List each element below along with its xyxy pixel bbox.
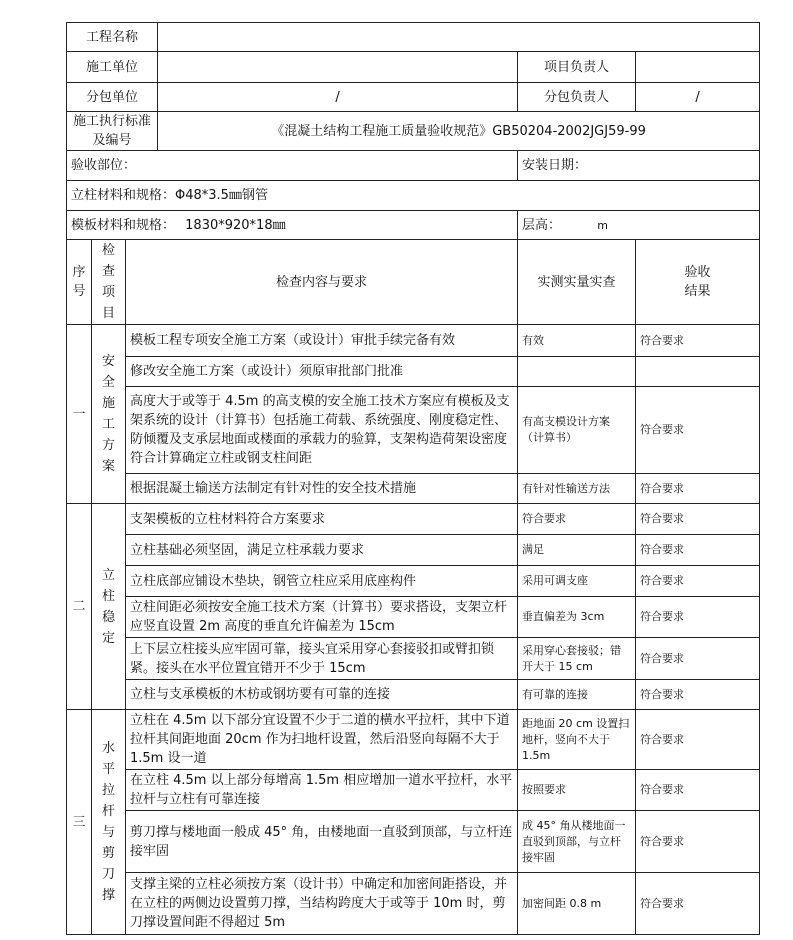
check-result[interactable]: 符合要求 [636,873,760,935]
section-name-char: 杆 [101,804,115,819]
section-name [92,710,126,935]
actual-check[interactable]: 有高支模设计方案（计算书） [518,387,636,474]
construction-unit-label: 施工单位 [67,52,158,83]
construction-unit-value[interactable] [158,52,518,83]
table-row [67,811,760,873]
section-name-char: 工 [101,417,115,432]
section-name-char: 刀 [101,867,115,882]
item-header-char: 检 [101,243,115,258]
actual-check[interactable]: 加密间距 0.8 m [518,873,636,935]
column-material-row [67,181,760,211]
section-name-char: 平 [101,762,115,777]
content-header: 检查内容与要求 [126,240,518,325]
section-name [92,325,126,504]
actual-check[interactable]: 满足 [518,535,636,566]
floor-height-cell[interactable] [518,211,760,240]
table-row [67,873,760,935]
result-header [636,240,760,325]
section-name-char: 方 [101,438,115,453]
actual-check[interactable]: 采用穿心套接驳；错开大于 15 cm [518,638,636,680]
check-result[interactable]: 符合要求 [636,504,760,535]
check-content: 模板工程专项安全施工方案（或设计）审批手续完备有效 [126,325,518,357]
sub-manager-label: 分包负责人 [518,83,636,112]
check-content: 支撑主梁的立柱必须按方案（设计书）中确定和加密间距搭设，并在立柱的两侧边设置剪刀撑，当结构跨度大于或等于 10m 时，剪刀撑设置间距不得超过 5m [126,873,518,935]
check-result[interactable]: 符合要求 [636,811,760,873]
section-name-char: 柱 [101,588,115,604]
table-row [67,474,760,504]
section-name-char: 安 [101,354,115,369]
item-header [92,240,126,325]
check-result[interactable]: 符合要求 [636,710,760,770]
section-name-char: 立 [101,567,115,583]
check-content: 高度大于或等于 4.5m 的高支模的安全施工技术方案应有模板及支架系统的设计（计算书）包括施工荷载、系统强度、刚度稳定性、防倾覆及支承层地面或楼面的承载力的验算，支架构造荷架设密度符合计算确定立柱或钢支柱间距 [126,387,518,474]
check-content: 立柱基础必须坚固，满足立柱承载力要求 [126,535,518,566]
section-name-char: 水 [101,741,115,756]
inspection-table [66,22,760,935]
table-row [67,566,760,597]
formwork-material-value: 1830*920*18㎜ [185,217,286,233]
column-material-label: 立柱材料和规格：Φ48*3.5㎜钢管 [67,181,760,211]
table-row [67,535,760,566]
section-name-char: 与 [101,825,115,840]
column-header-row [67,240,760,325]
section-name-char: 定 [101,630,115,646]
standard-row [67,112,760,151]
table-row [67,638,760,680]
actual-check[interactable]: 有可靠的连接 [518,680,636,710]
subcontractor-label: 分包单位 [67,83,158,112]
standard-value: 《混凝土结构工程施工质量验收规范》GB50204-2002JGJ59-99 [158,112,760,151]
formwork-material-label: 模板材料和规格： [71,217,176,233]
table-row [67,680,760,710]
table-row [67,387,760,474]
check-content: 剪刀撑与楼地面一般成 45° 角，由楼地面一直驳到顶部，与立杆连接牢固 [126,811,518,873]
actual-check[interactable]: 成 45° 角从楼地面一直驳到顶部，与立杆接牢固 [518,811,636,873]
section-name-char: 撑 [101,888,115,903]
section-name-char: 拉 [101,783,115,798]
floor-height-label: 层高： [522,217,562,233]
sub-manager-value[interactable]: / [636,83,760,112]
table-row [67,710,760,770]
install-date-label[interactable]: 安装日期： [518,151,760,181]
actual-check[interactable]: 按照要求 [518,770,636,811]
actual-check[interactable] [518,357,636,387]
check-content: 根据混凝土输送方法制定有针对性的安全技术措施 [126,474,518,504]
check-result[interactable]: 符合要求 [636,474,760,504]
acceptance-row [67,151,760,181]
project-manager-value[interactable] [636,52,760,83]
project-name-value[interactable] [158,23,760,52]
formwork-material-row [67,211,760,240]
item-header-char: 项 [101,285,115,300]
standard-label: 施工执行标准及编号 [67,112,158,151]
check-content: 立柱底部应铺设木垫块，钢管立柱应采用底座构件 [126,566,518,597]
section-seq: 三 [67,710,92,935]
section-seq: 一 [67,325,92,504]
subcontractor-value[interactable]: / [158,83,518,112]
check-content: 支架模板的立柱材料符合方案要求 [126,504,518,535]
construction-unit-row [67,52,760,83]
check-result[interactable]: 符合要求 [636,566,760,597]
check-content: 修改安全施工方案（或设计）须原审批部门批准 [126,357,518,387]
section-name-char: 稳 [101,609,115,625]
item-header-char: 目 [101,306,115,321]
table-row [67,504,760,535]
actual-check[interactable]: 采用可调支座 [518,566,636,597]
result-header-line: 结果 [684,284,711,299]
section-seq: 二 [67,504,92,710]
seq-header: 序号 [67,240,92,325]
check-content: 上下层立柱接头应牢固可靠，接头宜采用穿心套接驳扣或臂扣锁紧。接头在水平位置宜错开不少于 15cm [126,638,518,680]
check-content: 立柱间距必须按安全施工技术方案（计算书）要求搭设，支架立杆应竖直设置 2m 高度的垂直允许偏差为 15cm [126,597,518,638]
subcontractor-row [67,83,760,112]
check-result[interactable] [636,357,760,387]
check-result[interactable]: 符合要求 [636,597,760,638]
actual-check[interactable]: 距地面 20 cm 设置扫地杆，竖向不大于 1.5m [518,710,636,770]
project-manager-label: 项目负责人 [518,52,636,83]
check-result[interactable]: 符合要求 [636,325,760,357]
actual-check[interactable]: 垂直偏差为 3cm [518,597,636,638]
acceptance-part-label[interactable]: 验收部位： [67,151,518,181]
actual-check[interactable]: 有效 [518,325,636,357]
check-result[interactable]: 符合要求 [636,535,760,566]
check-result[interactable]: 符合要求 [636,680,760,710]
section-name [92,504,126,710]
actual-check[interactable]: 符合要求 [518,504,636,535]
check-result[interactable]: 符合要求 [636,638,760,680]
section-name-char: 剪 [101,846,115,861]
project-name-label: 工程名称 [67,23,158,52]
check-content: 立柱与支承模板的木枋或钢坊要有可靠的连接 [126,680,518,710]
actual-check[interactable]: 有针对性输送方法 [518,474,636,504]
section-name-char: 全 [101,375,115,390]
table-row [67,597,760,638]
item-header-char: 查 [101,264,115,279]
section-name-char: 案 [101,459,115,474]
table-row [67,325,760,357]
table-row [67,357,760,387]
section-name-char: 施 [101,396,115,411]
result-header-line: 验收 [684,265,711,280]
actual-header: 实测实量实查 [518,240,636,325]
check-result[interactable]: 符合要求 [636,387,760,474]
check-content: 立柱在 4.5m 以下部分宜设置不少于二道的横水平拉杆，其中下道拉杆其间距地面 20cm 作为扫地杆设置，然后沿竖向每隔不大于 1.5m 设一道 [126,710,518,770]
formwork-material-cell [67,211,518,240]
check-content: 在立柱 4.5m 以上部分每增高 1.5m 相应增加一道水平拉杆，水平拉杆与立柱有可靠连接 [126,770,518,811]
floor-height-unit: m [597,218,608,232]
table-row [67,770,760,811]
check-result[interactable]: 符合要求 [636,770,760,811]
inspection-sheet [66,22,759,935]
project-name-row [67,23,760,52]
